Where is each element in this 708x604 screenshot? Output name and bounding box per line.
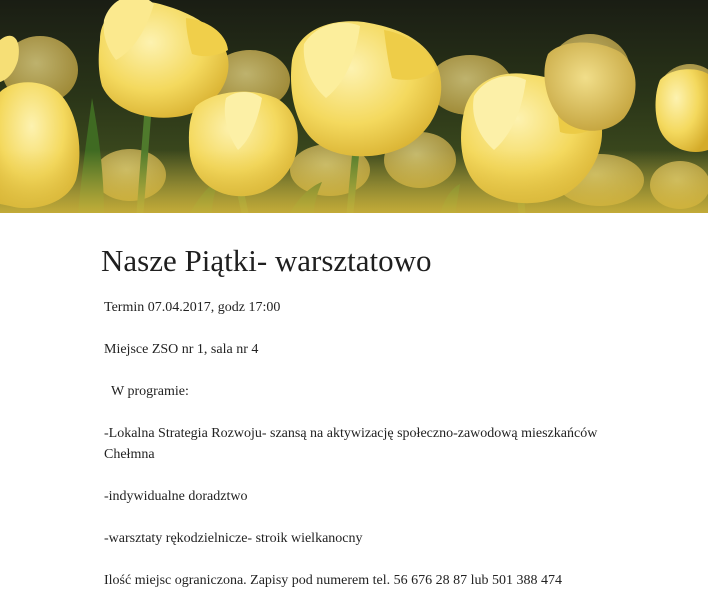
event-place: Miejsce ZSO nr 1, sala nr 4 [104,342,259,357]
program-item: -Lokalna Strategia Rozwoju- szansą na aktywizację społeczno-zawodową mieszkańców Chełmna [104,426,598,462]
header-image [0,0,708,213]
post-content [0,213,708,604]
post-body [104,297,624,604]
yellow-tulips-photo [0,0,708,213]
program-item: -warsztaty rękodzielnicze- stroik wielkanocny [104,531,363,546]
event-date: Termin 07.04.2017, godz 17:00 [104,300,281,315]
registration-info: Ilość miejsc ograniczona. Zapisy pod numerem tel. 56 676 28 87 lub 501 388 474 [104,573,563,588]
program-heading: W programie: [111,384,189,399]
program-item: -indywidualne doradztwo [104,489,248,504]
post-title: Nasze Piątki- warsztatowo [101,243,432,278]
